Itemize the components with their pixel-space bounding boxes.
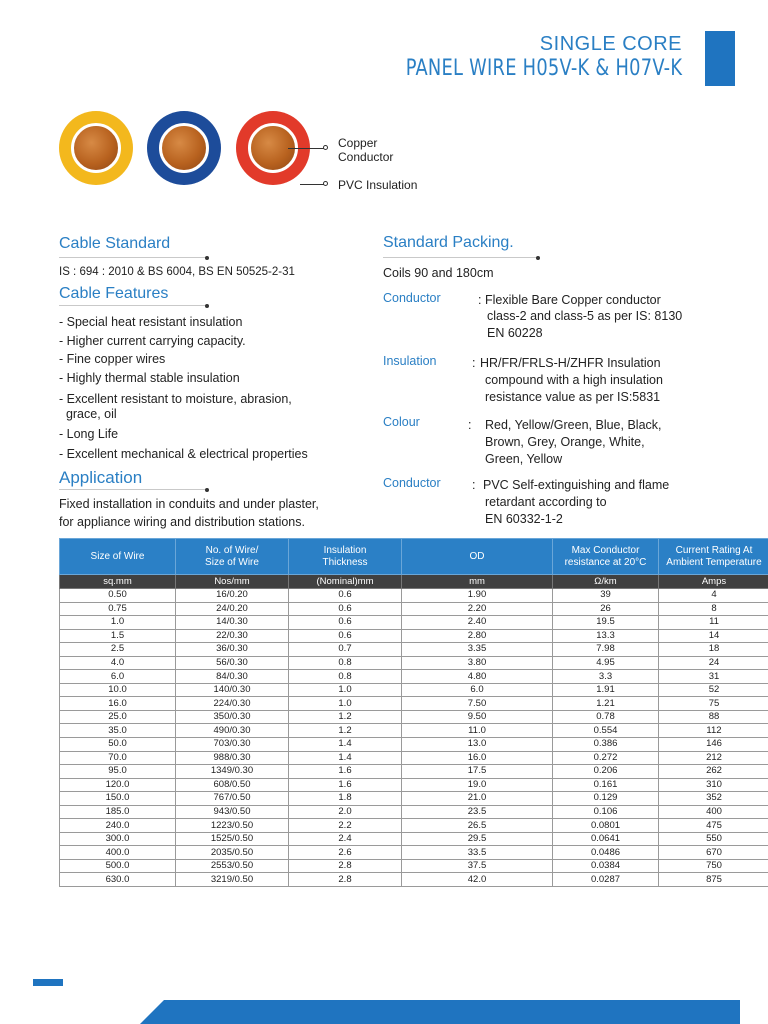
table-cell: 0.6 (289, 589, 402, 603)
table-row (60, 832, 768, 846)
feature-item: - Higher current carrying capacity. (59, 334, 246, 348)
table-cell: 185.0 (60, 805, 176, 819)
table-cell: 400.0 (60, 846, 176, 860)
copper-core (71, 123, 121, 173)
table-cell: 2.5 (60, 643, 176, 657)
table-cell: 13.0 (402, 738, 553, 752)
table-cell: 3.35 (402, 643, 553, 657)
unit-cell: Amps (659, 575, 768, 589)
table-cell: 13.3 (553, 629, 659, 643)
cable-yellow-cross-section (59, 111, 133, 185)
cable-blue-cross-section (147, 111, 221, 185)
table-row (60, 751, 768, 765)
table-cell: 1.4 (289, 751, 402, 765)
table-body (60, 589, 768, 887)
table-cell: 0.161 (553, 778, 659, 792)
header-accent-bar (705, 31, 735, 86)
header-insulation-thickness: Insulation Thickness (289, 539, 402, 575)
table-cell: 25.0 (60, 710, 176, 724)
spec-value-line: retardant according to (485, 495, 607, 509)
table-cell: 1.6 (289, 778, 402, 792)
table-cell: 1.21 (553, 697, 659, 711)
table-cell: 33.5 (402, 846, 553, 860)
table-cell: 2.4 (289, 832, 402, 846)
header-title-line2: PANEL WIRE H05V-K & H07V-K (405, 56, 682, 81)
table-cell: 36/0.30 (176, 643, 289, 657)
unit-cell: Nos/mm (176, 575, 289, 589)
table-cell: 608/0.50 (176, 778, 289, 792)
application-rule (59, 489, 207, 490)
spec-value-line: EN 60332-1-2 (485, 512, 563, 526)
standard-packing-text: Coils 90 and 180cm (383, 266, 494, 280)
table-cell: 0.0486 (553, 846, 659, 860)
table-row (60, 697, 768, 711)
table-cell: 1.91 (553, 683, 659, 697)
table-cell: 19.0 (402, 778, 553, 792)
table-cell: 670 (659, 846, 768, 860)
table-cell: 14 (659, 629, 768, 643)
table-cell: 88 (659, 710, 768, 724)
table-row (60, 656, 768, 670)
table-cell: 26 (553, 602, 659, 616)
table-row (60, 629, 768, 643)
spec-value-line: HR/FR/FRLS-H/ZHFR Insulation (480, 356, 661, 370)
table-cell: 29.5 (402, 832, 553, 846)
table-cell: 31 (659, 670, 768, 684)
table-row (60, 792, 768, 806)
table-cell: 350/0.30 (176, 710, 289, 724)
cable-standard-rule (59, 257, 207, 258)
unit-cell: (Nominal)mm (289, 575, 402, 589)
table-row (60, 805, 768, 819)
table-cell: 0.6 (289, 602, 402, 616)
table-cell: 352 (659, 792, 768, 806)
table-cell: 140/0.30 (176, 683, 289, 697)
table-cell: 1.8 (289, 792, 402, 806)
header-current-rating: Current Rating At Ambient Temperature (659, 539, 768, 575)
table-cell: 112 (659, 724, 768, 738)
application-title: Application (59, 468, 143, 487)
table-units-row (60, 575, 768, 589)
table-cell: 0.129 (553, 792, 659, 806)
application-line1: Fixed installation in conduits and under plaster, (59, 497, 319, 511)
table-cell: 1.0 (289, 683, 402, 697)
header-size-of-wire: Size of Wire (60, 539, 176, 575)
spec-value-line: resistance value as per IS:5831 (485, 390, 661, 404)
table-cell: 7.50 (402, 697, 553, 711)
spec-value-line: EN 60228 (487, 326, 543, 340)
spec-value-line: compound with a high insulation (485, 373, 663, 387)
table-cell: 18 (659, 643, 768, 657)
table-cell: 988/0.30 (176, 751, 289, 765)
spec-value-line: Brown, Grey, Orange, White, (485, 435, 645, 449)
table-cell: 14/0.30 (176, 616, 289, 630)
table-cell: 262 (659, 765, 768, 779)
spec-key-conductor-2: Conductor (383, 476, 441, 490)
table-cell: 500.0 (60, 859, 176, 873)
spec-value-line: Red, Yellow/Green, Blue, Black, (485, 418, 662, 432)
table-cell: 0.50 (60, 589, 176, 603)
unit-cell: sq.mm (60, 575, 176, 589)
table-cell: 4.95 (553, 656, 659, 670)
pvc-leader-dot (323, 181, 328, 186)
table-cell: 0.78 (553, 710, 659, 724)
spec-value-line: Green, Yellow (485, 452, 563, 466)
cable-features-title: Cable Features (59, 285, 169, 302)
table-cell: 70.0 (60, 751, 176, 765)
table-header-row (60, 539, 768, 575)
table-row (60, 859, 768, 873)
spec-value-line: class-2 and class-5 as per IS: 8130 (487, 309, 683, 323)
cable-features-rule (59, 305, 207, 306)
table-row (60, 819, 768, 833)
table-cell: 2.20 (402, 602, 553, 616)
table-cell: 6.0 (60, 670, 176, 684)
standard-packing-rule (383, 257, 538, 258)
table-row (60, 710, 768, 724)
table-cell: 300.0 (60, 832, 176, 846)
table-cell: 17.5 (402, 765, 553, 779)
table-cell: 4.80 (402, 670, 553, 684)
table-cell: 2.80 (402, 629, 553, 643)
table-row (60, 846, 768, 860)
table-cell: 8 (659, 602, 768, 616)
table-cell: 0.7 (289, 643, 402, 657)
table-cell: 6.0 (402, 683, 553, 697)
table-cell: 0.206 (553, 765, 659, 779)
table-cell: 0.0641 (553, 832, 659, 846)
spec-separator: : (472, 478, 476, 492)
table-cell: 16/0.20 (176, 589, 289, 603)
table-row (60, 738, 768, 752)
table-cell: 75 (659, 697, 768, 711)
table-cell: 943/0.50 (176, 805, 289, 819)
copper-leader-dot (323, 145, 328, 150)
footer-accent-mark (33, 979, 63, 986)
table-cell: 490/0.30 (176, 724, 289, 738)
table-cell: 24/0.20 (176, 602, 289, 616)
table-cell: 1.5 (60, 629, 176, 643)
cable-standard-text: IS : 694 : 2010 & BS 6004, BS EN 50525-2-31 (59, 266, 295, 278)
table-cell: 0.6 (289, 629, 402, 643)
spec-value-line: PVC Self-extinguishing and flame (483, 478, 670, 492)
feature-item: - Excellent resistant to moisture, abrasion, (59, 392, 292, 406)
table-cell: 0.75 (60, 602, 176, 616)
table-cell: 120.0 (60, 778, 176, 792)
table-cell: 1.0 (289, 697, 402, 711)
table-cell: 9.50 (402, 710, 553, 724)
spec-value-line: Flexible Bare Copper conductor (485, 293, 661, 307)
spec-separator: : (478, 293, 482, 307)
table-cell: 150.0 (60, 792, 176, 806)
table-cell: 1525/0.50 (176, 832, 289, 846)
table-cell: 1223/0.50 (176, 819, 289, 833)
unit-cell: mm (402, 575, 553, 589)
copper-core (159, 123, 209, 173)
table-cell: 0.272 (553, 751, 659, 765)
table-cell: 3219/0.50 (176, 873, 289, 887)
table-cell: 0.554 (553, 724, 659, 738)
table-cell: 23.5 (402, 805, 553, 819)
header-title-line1: SINGLE CORE (539, 33, 682, 55)
copper-label-line1: Copper (338, 136, 378, 150)
table-cell: 0.0801 (553, 819, 659, 833)
header-max-resistance: Max Conductor resistance at 20°C (553, 539, 659, 575)
table-row (60, 602, 768, 616)
table-row (60, 589, 768, 603)
table-cell: 1349/0.30 (176, 765, 289, 779)
table-row (60, 616, 768, 630)
table-cell: 52 (659, 683, 768, 697)
standard-packing-title: Standard Packing. (383, 234, 514, 251)
table-row (60, 683, 768, 697)
table-cell: 2.2 (289, 819, 402, 833)
table-cell: 212 (659, 751, 768, 765)
table-cell: 475 (659, 819, 768, 833)
table-cell: 2.0 (289, 805, 402, 819)
table-cell: 1.6 (289, 765, 402, 779)
table-row (60, 670, 768, 684)
table-cell: 1.2 (289, 710, 402, 724)
table-cell: 875 (659, 873, 768, 887)
table-cell: 400 (659, 805, 768, 819)
feature-item: - Special heat resistant insulation (59, 315, 243, 329)
feature-item: - Excellent mechanical & electrical properties (59, 447, 308, 461)
table-cell: 42.0 (402, 873, 553, 887)
table-cell: 2.8 (289, 873, 402, 887)
table-cell: 19.5 (553, 616, 659, 630)
spec-key-colour: Colour (383, 415, 420, 429)
table-cell: 240.0 (60, 819, 176, 833)
application-line2: for appliance wiring and distribution stations. (59, 515, 305, 529)
table-cell: 1.4 (289, 738, 402, 752)
table-cell: 550 (659, 832, 768, 846)
table-cell: 4.0 (60, 656, 176, 670)
table-cell: 22/0.30 (176, 629, 289, 643)
table-cell: 2.40 (402, 616, 553, 630)
table-cell: 0.386 (553, 738, 659, 752)
table-cell: 2035/0.50 (176, 846, 289, 860)
table-cell: 3.3 (553, 670, 659, 684)
table-cell: 703/0.30 (176, 738, 289, 752)
table-cell: 1.90 (402, 589, 553, 603)
table-cell: 0.6 (289, 616, 402, 630)
table-cell: 0.0287 (553, 873, 659, 887)
wire-spec-table (59, 538, 768, 887)
feature-item: - Fine copper wires (59, 352, 166, 366)
footer-band (140, 1000, 740, 1024)
table-row (60, 724, 768, 738)
table-cell: 50.0 (60, 738, 176, 752)
table-cell: 56/0.30 (176, 656, 289, 670)
table-cell: 767/0.50 (176, 792, 289, 806)
table-cell: 1.2 (289, 724, 402, 738)
table-cell: 11 (659, 616, 768, 630)
table-cell: 7.98 (553, 643, 659, 657)
unit-cell: Ω/km (553, 575, 659, 589)
spec-key-conductor: Conductor (383, 291, 441, 305)
table-cell: 750 (659, 859, 768, 873)
spec-key-insulation: Insulation (383, 354, 437, 368)
table-cell: 146 (659, 738, 768, 752)
table-cell: 3.80 (402, 656, 553, 670)
table-cell: 1.0 (60, 616, 176, 630)
table-cell: 37.5 (402, 859, 553, 873)
table-cell: 4 (659, 589, 768, 603)
table-row (60, 765, 768, 779)
table-cell: 2.6 (289, 846, 402, 860)
table-cell: 0.0384 (553, 859, 659, 873)
header-od: OD (402, 539, 553, 575)
table-cell: 16.0 (402, 751, 553, 765)
table-cell: 21.0 (402, 792, 553, 806)
table-cell: 310 (659, 778, 768, 792)
copper-leader-line (288, 148, 324, 149)
spec-separator: : (472, 356, 476, 370)
copper-label-line2: Conductor (338, 150, 394, 164)
feature-item-continued: grace, oil (59, 407, 117, 421)
feature-item: - Long Life (59, 427, 119, 441)
table-cell: 24 (659, 656, 768, 670)
table-cell: 2553/0.50 (176, 859, 289, 873)
table-cell: 84/0.30 (176, 670, 289, 684)
pvc-label: PVC Insulation (338, 178, 418, 192)
table-cell: 26.5 (402, 819, 553, 833)
header-no-of-wire: No. of Wire/ Size of Wire (176, 539, 289, 575)
feature-item: - Highly thermal stable insulation (59, 371, 240, 385)
table-cell: 0.8 (289, 670, 402, 684)
table-row (60, 873, 768, 887)
table-cell: 10.0 (60, 683, 176, 697)
spec-separator: : (468, 418, 472, 432)
table-cell: 0.106 (553, 805, 659, 819)
table-cell: 39 (553, 589, 659, 603)
table-row (60, 778, 768, 792)
pvc-leader-line (300, 184, 324, 185)
table-cell: 16.0 (60, 697, 176, 711)
cable-standard-title: Cable Standard (59, 235, 171, 252)
table-cell: 224/0.30 (176, 697, 289, 711)
table-cell: 0.8 (289, 656, 402, 670)
table-row (60, 643, 768, 657)
table-cell: 95.0 (60, 765, 176, 779)
table-cell: 35.0 (60, 724, 176, 738)
table-cell: 630.0 (60, 873, 176, 887)
table-cell: 11.0 (402, 724, 553, 738)
table-cell: 2.8 (289, 859, 402, 873)
